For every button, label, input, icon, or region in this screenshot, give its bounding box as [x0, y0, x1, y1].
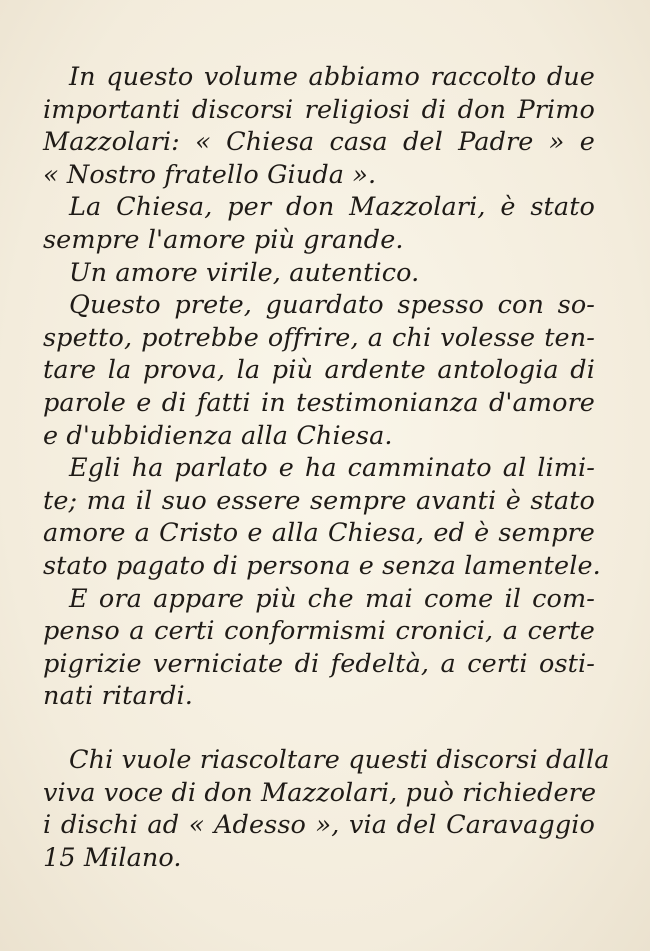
text-line: La Chiesa, per don Mazzolari, è stato [69, 192, 595, 223]
text-line: 15 Milano. [43, 842, 182, 873]
text-line: sempre l'amore più grande. [43, 224, 404, 255]
text-line: Egli ha parlato e ha camminato al limi- [69, 453, 595, 484]
text-line: Chi vuole riascoltare questi discorsi dalla [69, 745, 610, 775]
text-line: Questo prete, guardato spesso con so- [69, 290, 595, 321]
text-line: In questo volume abbiamo raccolto due [69, 62, 595, 92]
text-line: nati ritardi. [43, 681, 194, 712]
text-line: amore a Cristo e alla Chiesa, ed è sempre [43, 518, 595, 549]
text-line: penso a certi conformismi cronici, a certe [43, 616, 595, 647]
paragraph-3 [43, 257, 595, 290]
note-text [43, 744, 610, 874]
text-line: pigrizie verniciate di fedeltà, a certi osti- [43, 648, 595, 679]
main-text [43, 61, 601, 713]
paragraph-6 [43, 583, 595, 713]
text-line: E ora appare più che mai come il com- [69, 583, 595, 614]
text-line: Un amore virile, autentico. [69, 257, 420, 288]
text-line: te; ma il suo essere sempre avanti è stato [43, 485, 595, 516]
text-line: viva voce di don Mazzolari, può richiedere [43, 777, 597, 808]
text-line: Mazzolari: « Chiesa casa del Padre » e [43, 127, 595, 158]
text-line: i dischi ad « Adesso », via del Caravaggio [43, 810, 595, 841]
text-line: e d'ubbidienza alla Chiesa. [43, 420, 393, 451]
text-line: spetto, potrebbe offrire, a chi volesse ten- [43, 322, 595, 353]
text-line: tare la prova, la più ardente antologia di [43, 355, 595, 386]
paragraph-4 [43, 289, 595, 452]
text-line: importanti discorsi religiosi di don Primo [43, 94, 595, 125]
paragraph-2 [43, 191, 595, 256]
text-line: stato pagato di persona e senza lamentele. [43, 550, 601, 581]
paragraph-5 [43, 452, 601, 582]
text-line: « Nostro fratello Giuda ». [43, 159, 377, 190]
text-line: parole e di fatti in testimonianza d'amore [43, 387, 595, 418]
paragraph-1 [43, 61, 595, 191]
